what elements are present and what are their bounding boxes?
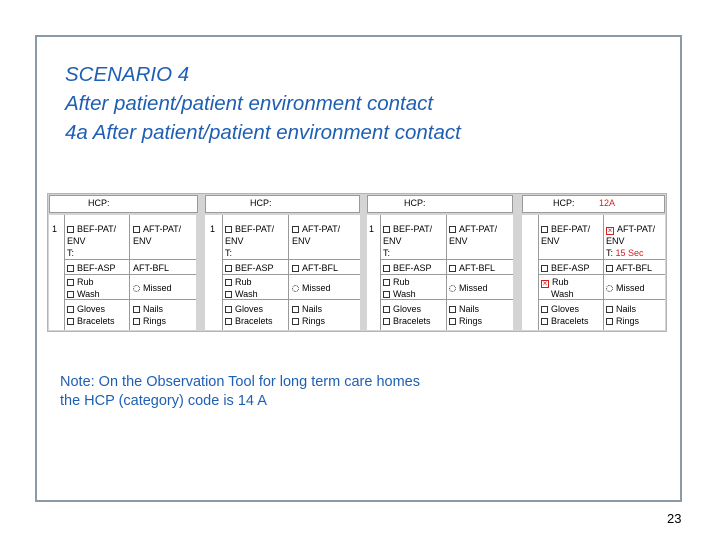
form-panel-4: [522, 215, 665, 330]
checkbox: [383, 291, 390, 298]
checkbox: [225, 306, 232, 313]
bef-asp-option: BEF-ASP: [67, 262, 116, 274]
aft-pat-env-option: AFT-PAT/ ENV: [292, 224, 341, 246]
hcp-label: HCP:: [404, 198, 426, 208]
row-number: 1: [52, 224, 58, 234]
missed-option: Missed: [133, 282, 172, 294]
bef-asp-option: BEF-ASP: [541, 262, 590, 274]
checkbox: [133, 318, 140, 325]
form-panel-2: [205, 215, 360, 330]
radio-icon: [133, 285, 140, 292]
checkbox: [383, 318, 390, 325]
bef-asp-option: BEF-ASP: [383, 262, 432, 274]
checkbox: [449, 306, 456, 313]
checkbox: [225, 318, 232, 325]
hcp-box-2: [205, 195, 360, 213]
aft-pat-env-option-checked: × AFT-PAT/ ENV T: 15 Sec: [606, 224, 656, 258]
checkbox: [383, 226, 390, 233]
page-number: 23: [667, 511, 682, 526]
form-panel-3: [367, 215, 513, 330]
row-number: 1: [369, 224, 375, 234]
checkbox: [67, 291, 74, 298]
radio-icon: [606, 285, 613, 292]
checkbox: [541, 306, 548, 313]
checkbox: [292, 318, 299, 325]
row-number: 1: [210, 224, 216, 234]
rub-wash-options: × Rub Wash: [542, 277, 574, 299]
checkbox: [383, 279, 390, 286]
bef-pat-env-option: BEF-PAT/ ENV: [541, 224, 591, 246]
hcp-code: 12A: [599, 198, 616, 208]
gloves-bracelets-options: Gloves Bracelets: [225, 303, 273, 327]
radio-icon: [292, 285, 299, 292]
hcp-label: HCP:: [553, 198, 575, 208]
hcp-box-3: [367, 195, 513, 213]
hcp-label: HCP:: [250, 198, 272, 208]
missed-option: Missed: [606, 282, 645, 294]
checkbox: [225, 279, 232, 286]
rub-wash-options: Rub Wash: [67, 276, 100, 300]
checkbox: [292, 306, 299, 313]
note-text: [60, 373, 420, 411]
checkbox: [225, 291, 232, 298]
rub-wash-options: Rub Wash: [225, 276, 258, 300]
bef-pat-env-option: BEF-PAT/ ENV T:: [383, 224, 433, 258]
checkbox: [541, 318, 548, 325]
checkbox: [449, 318, 456, 325]
checkbox: [67, 265, 74, 272]
aft-bfl-option: AFT-BFL: [606, 262, 652, 274]
checkbox: [67, 306, 74, 313]
observation-form-image: [47, 193, 667, 332]
aft-bfl-option: AFT-BFL: [292, 262, 338, 274]
checkbox: [292, 226, 299, 233]
checkbox: [383, 306, 390, 313]
time-value: 15 Sec: [615, 248, 644, 258]
nails-rings-options: Nails Rings: [292, 303, 325, 327]
radio-icon: [449, 285, 456, 292]
aft-bfl-option: AFT-BFL: [133, 263, 170, 273]
bef-asp-option: BEF-ASP: [225, 262, 274, 274]
nails-rings-options: Nails Rings: [133, 303, 166, 327]
checkbox: [449, 265, 456, 272]
checkbox: [67, 226, 74, 233]
nails-rings-options: Nails Rings: [606, 303, 639, 327]
title-line-3: 4a After patient/patient environment contact: [65, 121, 461, 144]
gloves-bracelets-options: Gloves Bracelets: [541, 303, 589, 327]
aft-pat-env-option: AFT-PAT/ ENV: [449, 224, 498, 246]
nails-rings-options: Nails Rings: [449, 303, 482, 327]
missed-option: Missed: [292, 282, 331, 294]
title-line-2: After patient/patient environment contact: [65, 92, 434, 115]
form-panel-1: [49, 215, 196, 330]
checkbox: [292, 265, 299, 272]
aft-bfl-option: AFT-BFL: [449, 262, 495, 274]
checkbox: [606, 306, 613, 313]
checkbox: [383, 265, 390, 272]
checkbox: [225, 265, 232, 272]
note-line-1: Note: On the Observation Tool for long term care homes: [60, 374, 420, 390]
slide-title: [65, 60, 461, 147]
gloves-bracelets-options: Gloves Bracelets: [67, 303, 115, 327]
hcp-box-4: [522, 195, 665, 213]
checked-checkbox-icon: ×: [607, 226, 613, 235]
checkbox: [225, 226, 232, 233]
checkbox: [133, 306, 140, 313]
checkbox: [541, 226, 548, 233]
hcp-label: HCP:: [88, 198, 110, 208]
checkbox: [133, 226, 140, 233]
missed-option: Missed: [449, 282, 488, 294]
gloves-bracelets-options: Gloves Bracelets: [383, 303, 431, 327]
bef-pat-env-option: BEF-PAT/ ENV T:: [225, 224, 275, 258]
checkbox: [449, 226, 456, 233]
checkbox: [67, 279, 74, 286]
checkbox: [67, 318, 74, 325]
checkbox: [541, 265, 548, 272]
aft-pat-env-option: AFT-PAT/ ENV: [133, 224, 182, 246]
title-line-1: SCENARIO 4: [65, 63, 190, 86]
note-line-2: the HCP (category) code is 14 A: [60, 393, 267, 409]
rub-wash-options: Rub Wash: [383, 276, 416, 300]
checked-checkbox-icon: ×: [542, 279, 548, 288]
checkbox: [606, 318, 613, 325]
hcp-box-1: [49, 195, 198, 213]
checkbox: [606, 265, 613, 272]
bef-pat-env-option: BEF-PAT/ ENV T:: [67, 224, 117, 258]
